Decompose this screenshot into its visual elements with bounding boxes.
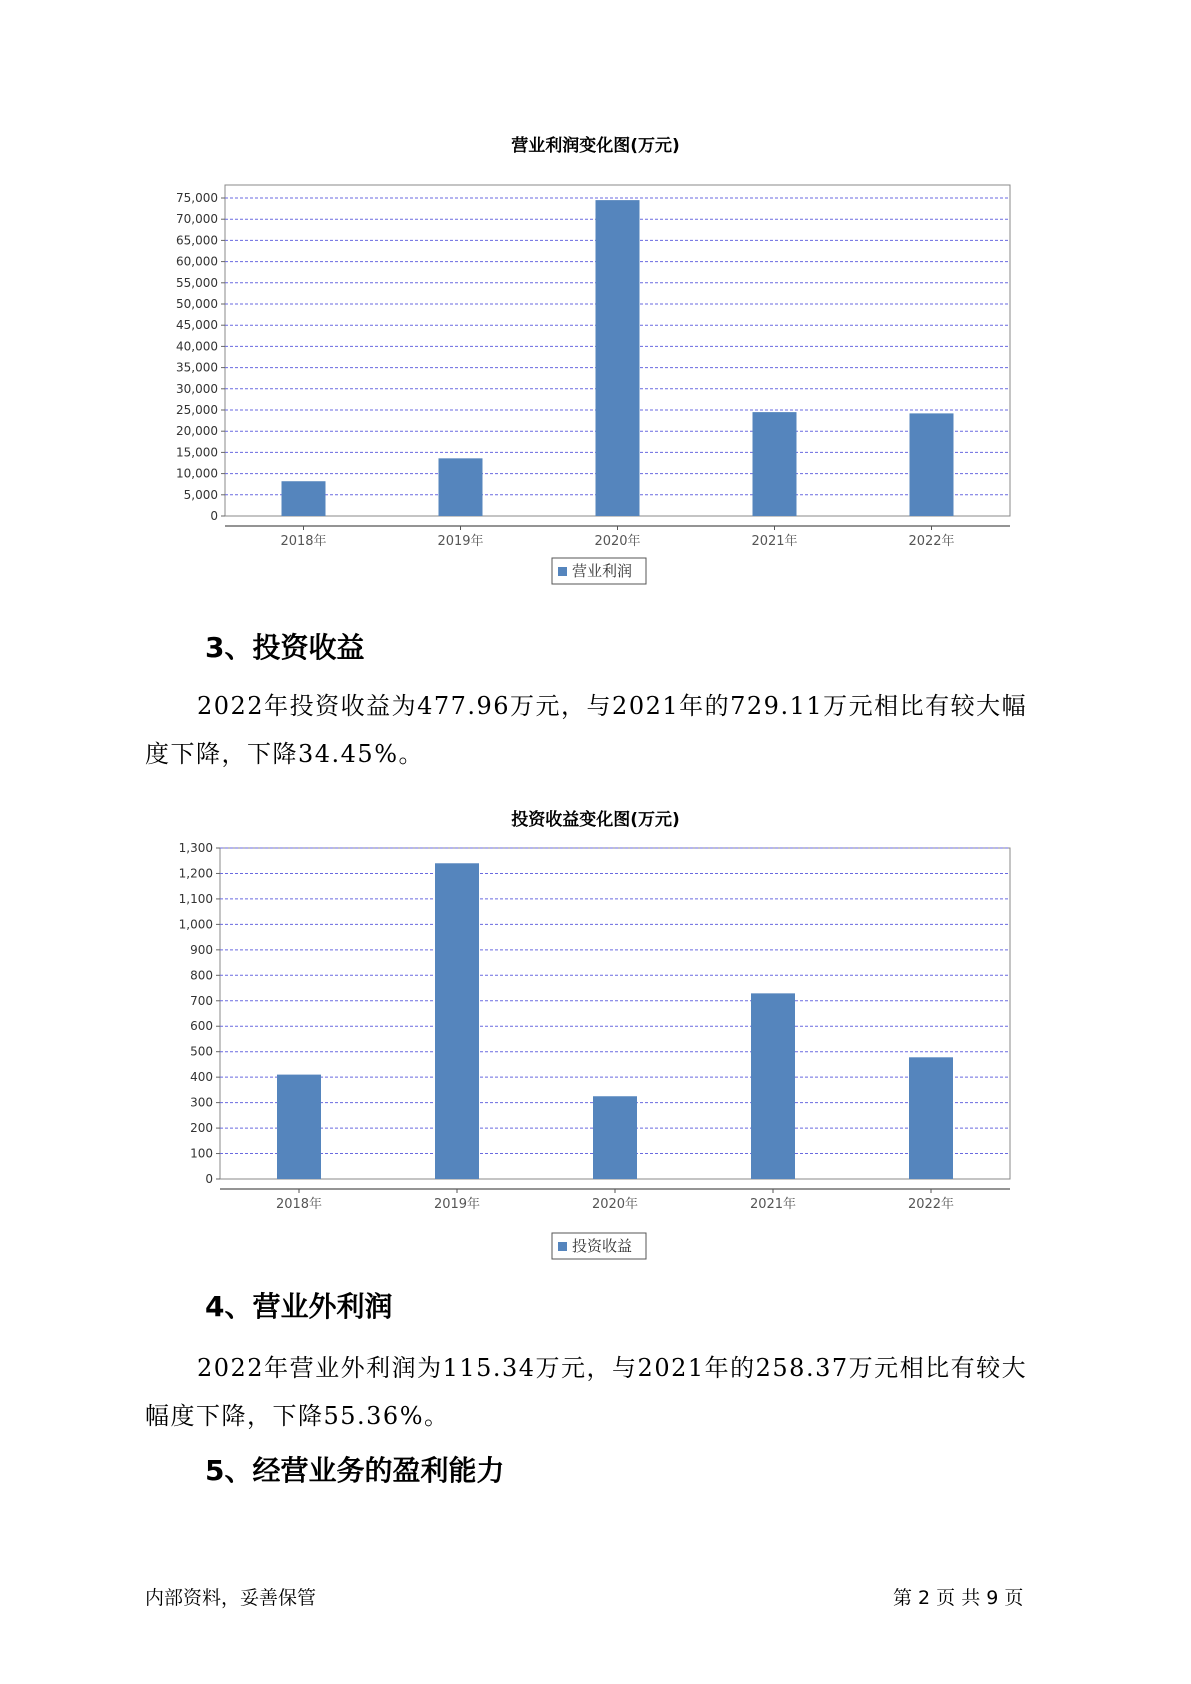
y-tick-label: 60,000 xyxy=(176,254,218,269)
y-tick-label: 500 xyxy=(190,1044,213,1059)
legend xyxy=(552,558,646,584)
y-tick-label: 0 xyxy=(205,1172,213,1186)
y-tick-label: 700 xyxy=(190,993,213,1008)
y-tick-label: 1,100 xyxy=(178,891,213,906)
y-tick-label: 600 xyxy=(190,1019,213,1034)
x-tick-label: 2018年 xyxy=(275,1197,323,1212)
bar xyxy=(596,200,640,516)
x-tick-label: 2018年 xyxy=(280,534,327,549)
x-tick-label: 2019年 xyxy=(437,534,484,549)
x-tick-label: 2020年 xyxy=(591,1197,639,1212)
y-tick-label: 200 xyxy=(190,1121,213,1136)
bar xyxy=(910,413,954,516)
section-5-heading: 5、经营业务的盈利能力 xyxy=(205,1454,505,1487)
y-tick-label: 25,000 xyxy=(176,403,218,417)
y-tick-label: 5,000 xyxy=(183,487,218,502)
bar xyxy=(277,1075,321,1179)
y-tick-label: 15,000 xyxy=(176,445,218,460)
y-tick-label: 1,000 xyxy=(178,917,213,932)
chart2-title: 投资收益变化图(万元) xyxy=(511,810,680,830)
y-tick-label: 800 xyxy=(190,968,213,983)
chart1-title: 营业利润变化图(万元) xyxy=(511,136,680,156)
section-4-heading: 4、营业外利润 xyxy=(205,1290,393,1323)
y-tick-label: 35,000 xyxy=(176,360,218,375)
bar xyxy=(435,863,479,1179)
section-3-paragraph: 2022年投资收益为477.96万元，与2021年的729.11万元相比有较大幅度下降，下降34.45%。 xyxy=(145,692,1028,768)
x-tick-label: 2021年 xyxy=(751,534,798,549)
bar xyxy=(439,458,483,516)
y-tick-label: 70,000 xyxy=(176,212,218,227)
y-tick-label: 1,300 xyxy=(178,841,213,855)
y-tick-label: 55,000 xyxy=(176,275,218,290)
y-tick-label: 400 xyxy=(190,1070,213,1085)
y-tick-label: 300 xyxy=(190,1095,213,1110)
x-tick-label: 2019年 xyxy=(433,1197,481,1212)
y-tick-label: 10,000 xyxy=(176,466,218,481)
y-tick-label: 50,000 xyxy=(176,297,218,311)
y-tick-label: 900 xyxy=(190,942,213,957)
bar xyxy=(909,1057,953,1179)
x-tick-label: 2021年 xyxy=(749,1197,797,1212)
investment-income-chart xyxy=(0,834,1191,1264)
operating-profit-chart xyxy=(0,160,1191,590)
y-tick-label: 1,200 xyxy=(178,866,213,881)
y-tick-label: 40,000 xyxy=(176,339,218,354)
y-tick-label: 45,000 xyxy=(176,318,218,333)
section-3-heading: 3、投资收益 xyxy=(205,631,365,664)
bar xyxy=(751,993,795,1179)
y-tick-label: 0 xyxy=(210,509,218,523)
legend xyxy=(552,1233,646,1259)
x-tick-label: 2020年 xyxy=(594,534,641,549)
y-tick-label: 30,000 xyxy=(176,381,218,396)
footer-left: 内部资料，妥善保管 xyxy=(145,1587,317,1609)
bar xyxy=(753,412,797,516)
legend-label: 营业利润 xyxy=(572,562,633,580)
x-tick-label: 2022年 xyxy=(907,1197,955,1212)
y-tick-label: 75,000 xyxy=(176,191,218,205)
y-tick-label: 100 xyxy=(190,1146,213,1161)
y-tick-label: 65,000 xyxy=(176,233,218,248)
x-tick-label: 2022年 xyxy=(908,534,955,549)
y-tick-label: 20,000 xyxy=(176,424,218,439)
bar xyxy=(593,1096,637,1179)
legend-swatch xyxy=(558,567,567,576)
bar xyxy=(282,481,326,516)
footer-page-number: 第 2 页 共 9 页 xyxy=(893,1587,1024,1609)
section-4-paragraph: 2022年营业外利润为115.34万元，与2021年的258.37万元相比有较大幅度下降，下降55.36%。 xyxy=(145,1354,1028,1430)
legend-label: 投资收益 xyxy=(572,1237,633,1255)
legend-swatch xyxy=(558,1242,567,1251)
